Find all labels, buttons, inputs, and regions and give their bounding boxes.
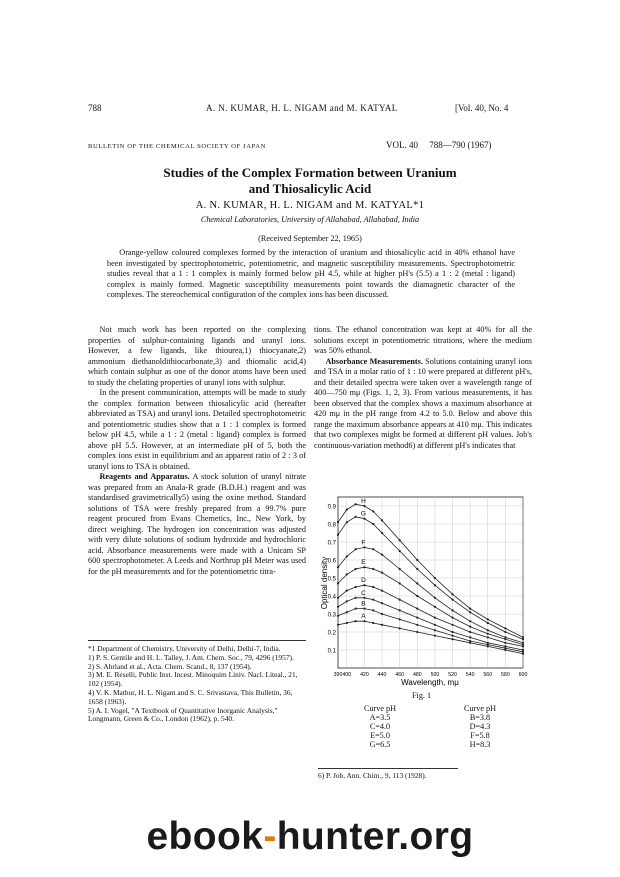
data-point [346,521,348,523]
data-point [469,631,471,633]
data-point [372,548,374,550]
data-point [451,638,453,640]
data-point [434,597,436,599]
data-point [337,534,339,536]
curve-label: B [361,600,366,608]
data-point [469,626,471,628]
x-tick-label: 400 [342,672,352,678]
x-tick-label: 580 [501,672,510,678]
data-point [469,608,471,610]
present-communication-paragraph: In the present communication, attempts will be made to study the complex formation between thiosalicylic acid (hereafter abbreviated as TSA) and uranyl ions. Detailed spectrophotometric and potentiometric studies show that a 1 : 1 complex is formed below pH 4.5, while a 1 : 2 (metal : ligand) complex is formed above pH 5.5. However, at an intermediate pH of 5, both the complex ions exist in equilibrium and an apparent ratio of 2 : 3 of uranyl ions to TSA is obtained. [88,388,306,471]
data-point [381,519,383,521]
data-point [416,608,418,610]
data-point [381,624,383,626]
y-tick-label: 0.2 [327,630,336,637]
data-point [346,573,348,575]
watermark-hyphen: - [263,815,277,858]
data-point [416,631,418,633]
legend-entry: A=3.5 [369,713,391,722]
data-point [372,609,374,611]
data-point [451,599,453,601]
data-point [451,593,453,595]
data-point [337,624,339,626]
footnote-5: 5) A. I. Vogel, "A Textbook of Quantitative Inorganic Analysis," Longmann, Green & Co., London (1962), p. 540. [88,705,278,724]
legend-entry: B=3.8 [469,713,491,722]
footnote-affiliation: *1 Department of Chemistry, University of Delhi, Delhi-7, India. [88,644,281,653]
x-tick-label: 560 [483,672,493,678]
data-point [372,622,374,624]
watermark [0,815,620,859]
data-point [363,584,365,586]
x-tick-label: 600 [518,672,528,678]
footnote-rule-right [318,768,458,769]
data-point [337,615,339,617]
data-point [487,633,489,635]
y-tick-label: 0.3 [327,612,336,619]
x-tick-label: 480 [412,672,422,678]
data-point [355,548,357,550]
x-axis-label: Wavelength, mμ [401,678,459,687]
data-point [355,568,357,570]
data-point [372,510,374,512]
data-point [451,609,453,611]
figure-caption: Fig. 1 [412,691,432,700]
data-point [363,620,365,622]
data-point [399,539,401,541]
running-head-volume: [Vol. 40, No. 4 [455,103,509,113]
data-point [451,631,453,633]
curve-c [338,598,523,650]
affiliation: Chemical Laboratories, University of Allahabad, Allahabad, India [200,215,420,224]
data-point [504,631,506,633]
data-point [522,649,524,651]
data-point [416,559,418,561]
x-tick-label: 420 [360,672,369,678]
curve-a [338,621,523,653]
data-point [469,611,471,613]
data-point [381,572,383,574]
data-point [416,595,418,597]
article-title [0,165,620,197]
data-point [399,609,401,611]
data-point [346,509,348,511]
footnotes-left [88,645,306,724]
curve-label: H [361,498,366,505]
curve-label: F [361,539,366,547]
data-point [363,597,365,599]
data-point [434,635,436,637]
legend-left-header: Curve pH [363,704,397,713]
absorbance-text: Solutions containing uranyl ions and TSA in a molar ratio of 1 : 10 were prepared at different pH's, and their detailed spectra were taken over a wavelength range of 400—750 mμ (Figs. 1, 2, 3). From various measurements, it has been observed that the complex shows a maximum absorbance at 420 mμ in the pH range from 4.2 to 5.0. Below and above this range the maximum absorbance appears at 410 mμ. This indicates that two complexes might be formed at different pH values. Job's continuous-variation method6) at different pH's indicates that [314,356,532,450]
data-point [416,624,418,626]
volume-pages: VOL. 40 788—790 (1967) [386,140,492,150]
intro-paragraph: Not much work has been reported on the complexing properties of sulphur-containing ligands and uranyl ions. However, a few ligands, like thiourea,1) thiocyanate,2) ammonium diethanoldithiocarbonate,3) and thiomalic acid,4) which contain sulphur as one of the donor atoms have been used to study the chelating properties of uranyl ions with sulphur. [88,325,306,387]
y-tick-label: 0.4 [327,594,336,601]
title-line-1: Studies of the Complex Formation between Uranium [163,165,457,180]
data-point [416,582,418,584]
article-authors: A. N. KUMAR, H. L. NIGAM and M. KATYAL*1 [195,200,425,211]
abstract: Orange-yellow coloured complexes formed by the interaction of uranium and thiosalicylic acid in 40% ethanol have been investigated by spectrophotometric, potentiometric, and magnetic susceptibility measurements. Spectrophotometric studies reveal that a 1 : 1 complex is mainly formed below pH 4.5, while at higher pH's (5.5) a 1 : 2 (metal : ligand) complex is mainly formed. Magnetic susceptibility measurements point towards the diamagnetic character of the complexes. The stereochemical configuration of the complex ions has been discussed. [107,248,515,300]
data-point [469,636,471,638]
x-tick-label: 460 [395,672,404,678]
legend-right [440,704,520,749]
data-point [337,597,339,599]
legend-entry: C=4.0 [369,722,391,731]
data-point [355,620,357,622]
data-point [416,617,418,619]
watermark-part-1: ebook [146,815,264,858]
x-tick-label: 440 [377,672,387,678]
data-point [487,636,489,638]
data-point [363,505,365,507]
data-point [355,608,357,610]
data-point [451,617,453,619]
data-point [504,636,506,638]
data-point [469,640,471,642]
reagents-paragraph [88,472,306,577]
footnote-6: 6) P. Job, Ann. Chim., 9, 113 (1928). [318,771,427,780]
page-number: 788 [88,103,102,113]
data-point [381,532,383,534]
running-head-authors: A. N. KUMAR, H. L. NIGAM and M. KATYAL [206,103,398,113]
footnote-1: 1) P. S. Gentile and H. L. Talley, J. Am. Chem. Soc., 79, 4296 (1957). [88,652,294,662]
data-point [399,618,401,620]
data-point [522,642,524,644]
y-tick-label: 0.1 [327,648,336,655]
data-point [346,555,348,557]
x-tick-label: 520 [448,672,457,678]
received-date: (Received September 22, 1965) [258,234,362,243]
data-point [346,590,348,592]
legend-entry: G=6.5 [369,740,391,749]
reagents-text: A stock solution of uranyl nitrate was prepared from an Anala-R grade (B.D.H.) reagent and was standardised gravimetrically5) using the oxine method. Standard solutions of TSA were freshly prepared from a 99.7% pure reagent procured from Evans Chemetics, Inc., New York, by direct weighing. The hydrogen ion concentration was adjusted with very dilute solutions of sodium hydroxide and hydrochloric acid. Absorbance measurements were made with a Unicam SP 600 spectrophotometer. A Leeds and Northrup pH Meter was used for the pH measurements and for the potentiometric titra- [88,472,306,576]
data-point [434,629,436,631]
data-point [399,568,401,570]
data-point [504,642,506,644]
reagents-heading: Reagents and Apparatus. [99,472,190,481]
data-point [434,606,436,608]
data-point [399,627,401,629]
data-point [337,582,339,584]
data-point [399,599,401,601]
data-point [337,566,339,568]
data-point [355,586,357,588]
data-point [487,642,489,644]
y-tick-label: 0.7 [327,540,336,547]
data-point [337,521,339,523]
y-tick-label: 0.8 [327,522,336,529]
data-point [346,611,348,613]
right-column [314,325,532,451]
footnote-2: 2) S. Ahrland et al., Acta. Chem. Scand., 8, 137 (1954). [88,661,252,671]
data-point [346,622,348,624]
data-point [372,586,374,588]
legend-entry: E=5.0 [370,731,390,740]
data-point [355,516,357,518]
footnote-4: 4) V. K. Mathur, H. L. Nigam and S. C. Srivastava, This Bulletin, 36, 1658 (1963). [88,687,293,706]
data-point [487,622,489,624]
data-point [337,606,339,608]
data-point [372,568,374,570]
data-point [363,608,365,610]
ethanol-paragraph: tions. The ethanol concentration was kept at 40% for all the solutions except in potentiometric titrations, where the medium was 50% ethanol. [314,325,532,355]
x-tick-label: 500 [430,672,440,678]
data-point [487,618,489,620]
data-point [451,624,453,626]
data-point [504,645,506,647]
footnote-3: 3) M. E. Reselli, Public Inst. Incest. Minoquim Liniv. Nacl. Liteal., 21, 102 (1954). [88,670,298,689]
y-axis-label: Optical density [320,556,329,610]
data-point [451,635,453,637]
data-point [434,624,436,626]
curve-label: E [361,559,366,567]
data-point [363,566,365,568]
x-tick-label: 540 [465,672,475,678]
curve-label: A [361,613,366,621]
legend-entry: F=5.8 [470,731,490,740]
y-tick-label: 0.5 [327,576,336,583]
legend-left [340,704,420,749]
data-point [372,599,374,601]
data-point [381,590,383,592]
figure-1-chart [318,493,530,688]
data-point [434,577,436,579]
data-point [346,600,348,602]
watermark-part-2: hunter.org [276,815,474,858]
data-point [363,546,365,548]
data-point [381,613,383,615]
y-tick-label: 0.6 [327,558,336,565]
data-point [355,503,357,505]
data-point [363,518,365,520]
data-point [381,554,383,556]
data-point [434,584,436,586]
data-point [487,629,489,631]
curve-label: C [361,589,366,597]
legend-right-header: Curve pH [463,704,497,713]
data-point [522,636,524,638]
data-point [355,597,357,599]
journal-name: BULLETIN OF THE CHEMICAL SOCIETY OF JAPAN [88,143,266,150]
data-point [372,523,374,525]
curve-label: G [360,510,366,518]
absorbance-paragraph [314,357,532,452]
data-point [469,620,471,622]
data-point [434,617,436,619]
y-tick-label: 0.9 [327,504,336,511]
footnote-rule [88,640,306,641]
data-point [399,550,401,552]
data-point [504,627,506,629]
legend-entry: D=4.3 [469,722,491,731]
data-point [381,602,383,604]
title-line-2: and Thiosalicylic Acid [248,181,372,196]
x-tick-label: 390 [333,672,343,678]
curve-label: D [361,577,366,585]
data-point [399,582,401,584]
left-column [88,325,306,577]
absorbance-heading: Absorbance Measurements. [325,356,423,366]
data-point [416,568,418,570]
legend-entry: H=8.3 [469,740,491,749]
